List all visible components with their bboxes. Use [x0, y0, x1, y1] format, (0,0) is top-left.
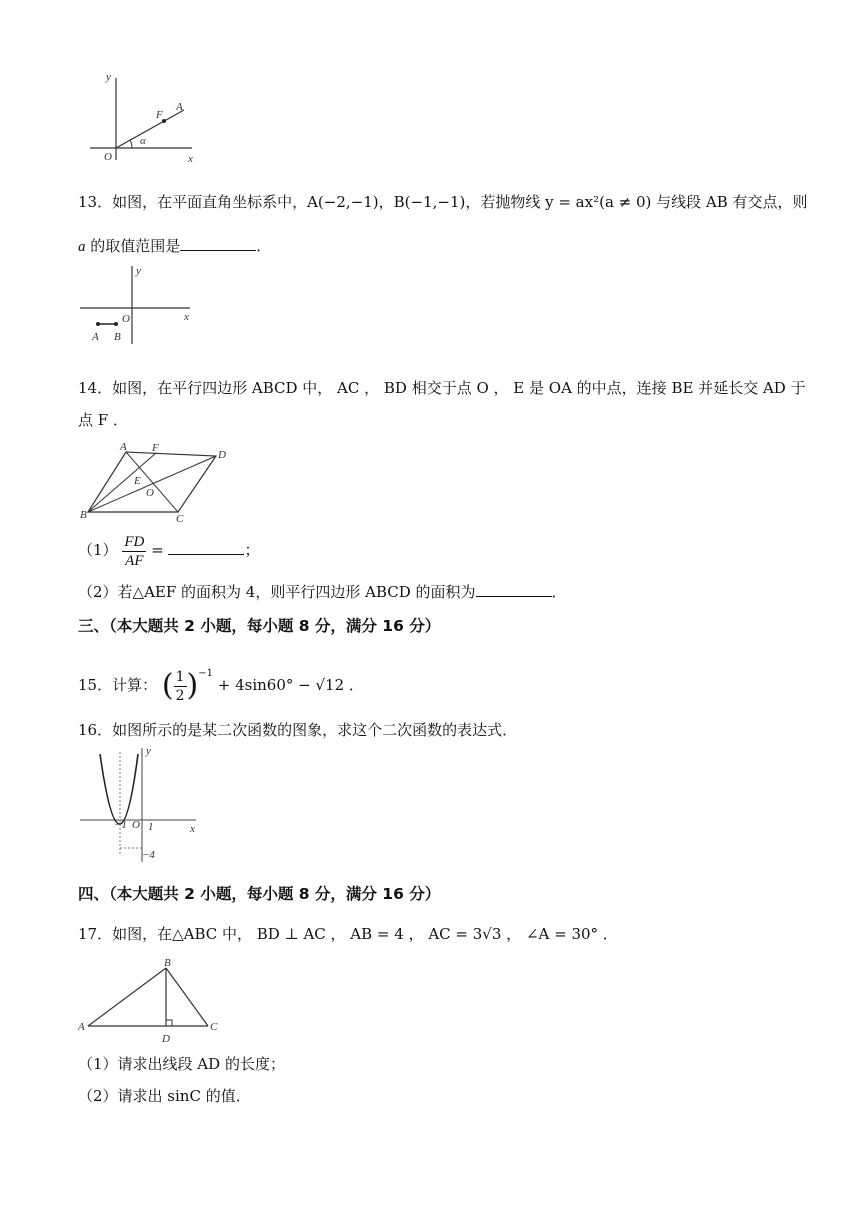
q12-label-alpha: α: [140, 135, 146, 147]
q17-sub1: （1）请求出线段 AD 的长度；: [78, 1055, 285, 1073]
q14-sub1-blank[interactable]: [168, 540, 244, 555]
q14-sub1-prefix: （1）: [78, 541, 118, 559]
q13-line1: [78, 192, 808, 212]
q14-sub2-blank[interactable]: [476, 582, 552, 597]
q14-sub2-end: ．: [551, 583, 567, 601]
q17-fig-a: A: [78, 1021, 85, 1033]
q16-fig-x: x: [190, 823, 195, 835]
q13-line2: [78, 236, 271, 257]
q14-line2: [78, 410, 128, 430]
q13-answer-blank[interactable]: [180, 236, 256, 251]
section-4-heading: 四、（本大题共 2 小题，每小题 8 分，满分 16 分）: [78, 885, 441, 903]
q16-fig-y: y: [146, 745, 151, 757]
q17-figure: [78, 958, 228, 1048]
q15-paren-left: (: [161, 668, 174, 703]
q12-label-y: y: [106, 71, 111, 83]
q14-line1: [78, 378, 806, 398]
q15-paren-right: ): [186, 668, 199, 703]
q14-equals: =: [151, 541, 164, 559]
q12-label-f: F: [156, 109, 163, 121]
q14-frac-den: AF: [125, 552, 144, 569]
section-3-heading: 三、（本大题共 2 小题，每小题 8 分，满分 16 分）: [78, 617, 441, 635]
q14-fig-c: C: [176, 513, 184, 525]
q13-var-a: a: [78, 239, 86, 255]
q14-fig-b: B: [80, 509, 87, 521]
q15-frac-den: 2: [175, 687, 185, 704]
q14-fig-f: F: [152, 442, 159, 454]
q14-sub2-text: （2）若△AEF 的面积为 4，则平行四边形 ABCD 的面积为: [78, 583, 476, 601]
q14-fig-e: E: [134, 475, 141, 487]
q14-sub1: [78, 532, 259, 570]
q17-fig-c: C: [210, 1021, 218, 1033]
q12-label-x: x: [188, 153, 193, 165]
q12-label-a: A: [176, 101, 183, 113]
q14-fraction: [122, 533, 146, 570]
q17-sub2: （2）请求出 sinC 的值．: [78, 1087, 251, 1105]
q15-rest: + 4sin60° − √12 ．: [217, 676, 364, 694]
q16-fig-m1: −1: [114, 819, 127, 831]
q17-fig-d: D: [162, 1033, 170, 1045]
q14-sub2: [78, 582, 567, 602]
q15-fraction: [174, 668, 187, 705]
q17-text: 17．如图，在△ABC 中， BD ⊥ AC ， AB = 4 ， AC = 3√3 ， ∠A = 30° ．: [78, 925, 618, 943]
q16-fig-o: O: [132, 819, 140, 831]
q17-fig-b: B: [164, 958, 171, 969]
q16-fig-m4: −4: [142, 849, 155, 861]
q16-fig-1: 1: [148, 821, 154, 833]
q12-figure: [80, 70, 200, 165]
q16-text: 16．如图所示的是某二次函数的图象，求这个二次函数的表达式．: [78, 721, 518, 739]
q14-fig-a: A: [120, 441, 127, 453]
q13-fig-a: A: [92, 331, 99, 343]
q13-fig-b: B: [114, 331, 121, 343]
q15-prefix: 15．计算：: [78, 676, 158, 694]
q13-figure: [78, 262, 198, 347]
q13-fig-x: x: [184, 311, 189, 323]
q14-frac-num: FD: [124, 533, 145, 550]
q14-text2: 点 F ．: [78, 411, 128, 429]
q14-text: 14．如图，在平行四边形 ABCD 中， AC ， BD 相交于点 O ， E 是 OA 的中点，连接 BE 并延长交 AD 于: [78, 379, 806, 397]
q13-period: ．: [256, 237, 272, 255]
q12-label-o: O: [104, 151, 112, 163]
q14-fig-o: O: [146, 487, 154, 499]
q13-text2: 的取值范围是: [85, 237, 181, 255]
q13-fig-y: y: [136, 265, 141, 277]
q15: [78, 652, 364, 708]
q15-frac-num: 1: [175, 668, 185, 685]
q14-sub1-end: ；: [244, 541, 260, 559]
q15-exponent: −1: [198, 668, 213, 679]
q13-text: 13．如图，在平面直角坐标系中，A(−2,−1)，B(−1,−1)，若抛物线 y = ax²(a ≠ 0) 与线段 AB 有交点，则: [78, 193, 808, 211]
q16-figure: [78, 744, 202, 866]
q13-fig-o: O: [122, 313, 130, 325]
q14-fig-d: D: [218, 449, 226, 461]
q14-figure: [78, 440, 238, 526]
